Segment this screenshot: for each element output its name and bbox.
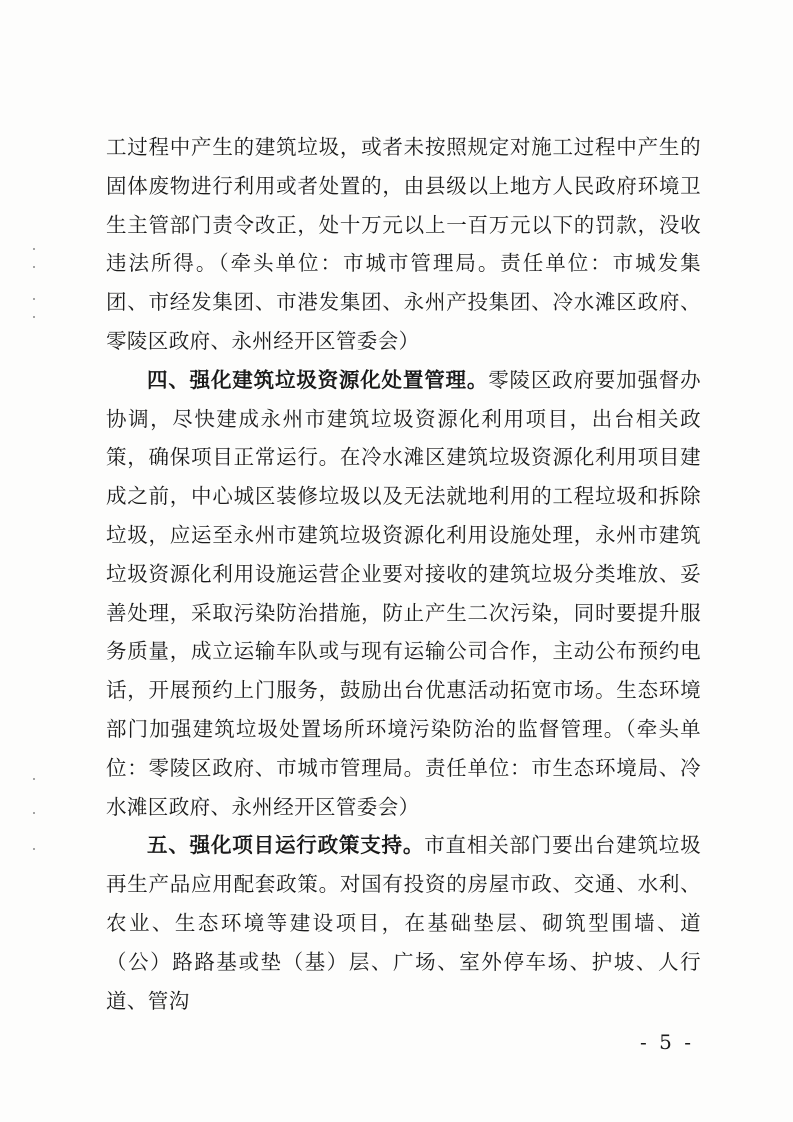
section-heading-five: 五、强化项目运行政策支持。 [147,833,425,858]
margin-mark [33,778,35,780]
page-number: - 5 - [640,1030,694,1054]
section-heading-four: 四、强化建筑垃圾资源化处置管理。 [147,367,489,392]
margin-mark [33,248,35,250]
margin-mark [33,812,35,814]
paragraph-section-four [106,361,701,827]
body-text [106,128,701,1020]
margin-mark [33,848,35,850]
margin-mark [33,298,35,300]
paragraph-section-five [106,826,701,1020]
paragraph-continuation: 工过程中产生的建筑垃圾，或者未按照规定对施工过程中产生的固体废物进行利用或者处置的，由县级以上地方人民政府环境卫生主管部门责令改正，处十万元以上一百万元以下的罚款，没收违法所得。（牵头单位：市城市管理局。责任单位：市城发集团、市经发集团、市港发集团、永州产投集团、冷水滩区政府、零陵区政府、永州经开区管委会） [106,135,701,353]
section-body-five: 市直相关部门要出台建筑垃圾再生产品应用配套政策。对国有投资的房屋市政、交通、水利、农业、生态环境等建设项目，在基础垫层、砌筑型围墙、道（公）路路基或垫（基）层、广场、室外停车场、护坡、人行道、管沟 [106,833,702,1013]
margin-mark [33,266,35,268]
section-body-four: 零陵区政府要加强督办协调，尽快建成永州市建筑垃圾资源化利用项目，出台相关政策，确保项目正常运行。在冷水滩区建筑垃圾资源化利用项目建成之前，中心城区装修垃圾以及无法就地利用的工程垃圾和拆除垃圾，应运至永州市建筑垃圾资源化利用设施处理，永州市建筑垃圾资源化利用设施运营企业要对接收的建筑垃圾分类堆放、妥善处理，采取污染防治措施，防止产生二次污染，同时要提升服务质量，成立运输车队或与现有运输公司合作，主动公布预约电话，开展预约上门服务，鼓励出台优惠活动拓宽市场。生态环境部门加强建筑垃圾处置场所环境污染防治的监督管理。（牵头单位：零陵区政府、市城市管理局。责任单位：市生态环境局、冷水滩区政府、永州经开区管委会） [106,367,702,819]
margin-mark [33,316,35,318]
